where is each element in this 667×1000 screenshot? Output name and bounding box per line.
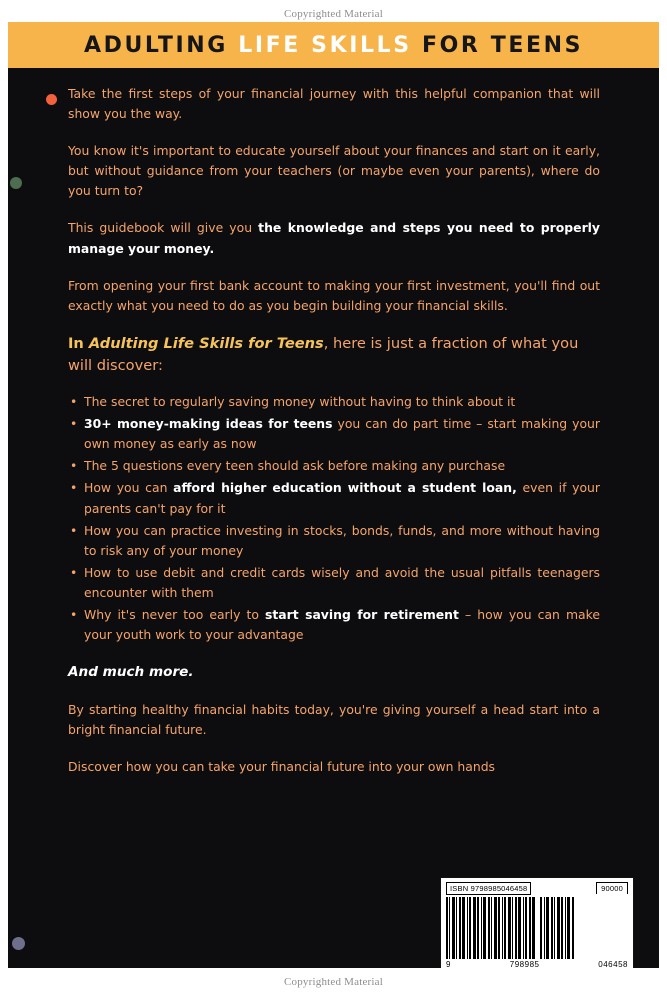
bullet-text-pre: The 5 questions every teen should ask before making any purchase [84,458,506,474]
banner-title-part1: ADULTING [83,32,239,58]
list-item [68,605,600,645]
decor-dot-orange-top [46,94,57,105]
bullet-text-pre: How to use debit and credit cards wisely and avoid the usual pitfalls teenagers encounter with them [84,564,600,600]
barcode-block [440,877,634,968]
list-item [68,521,600,561]
bullet-text-post: even if your parents can't pay for it [84,480,600,516]
discover-heading-pre: In [68,334,89,352]
paragraph-promise-bold: the knowledge and steps you need to properly manage your money. [68,220,601,256]
barcode-bars [446,897,628,959]
bullet-text-emphasis: start saving for retirement [264,607,459,622]
discover-heading-title: Adulting Life Skills for Teens [88,334,324,352]
paragraph-promise [68,218,600,258]
list-item [68,392,600,412]
and-much-more: And much more. [68,664,194,681]
paragraph-problem: You know it's important to educate yourself about your finances and start on it early, but without guidance from your teachers (or maybe even your parents), where do you turn to? [68,143,600,199]
paragraph-call-to-action: Discover how you can take your financial future into your own hands [68,759,496,775]
discover-heading-post: , here is just a fraction of what you will discover: [68,334,579,375]
decor-dot-green-left [10,177,22,189]
barcode-group-main [446,897,535,959]
price-code-text: 90000 [596,882,628,894]
bullet-text-pre: How you can practice investing in stocks, bonds, funds, and more without having to risk any of your money [84,522,600,558]
barcode-group-addon [540,897,574,959]
banner-title-part2: LIFE SKILLS [238,32,412,58]
barcode-digits-right: 046458 [598,960,628,968]
bullet-text-pre: How you can [84,480,174,496]
discover-heading [68,333,600,378]
barcode-digit-left: 9 [446,960,451,968]
paragraph-promise-plain: This guidebook will give you [68,220,259,236]
title-banner [8,22,659,68]
bullet-text-emphasis: 30+ money-making ideas for teens [84,416,333,432]
discover-bullet-list [68,392,600,645]
barcode-digits-mid: 798985 [509,960,540,968]
bullet-text-pre: Why it's never too early to [84,607,265,622]
back-cover-copy [68,84,600,794]
cover-artwork [8,22,659,968]
barcode-header [446,882,628,895]
decor-dot-purple-bottom [12,937,25,950]
bullet-text-emphasis: afford higher education without a student loan, [173,480,517,496]
watermark-top: Copyrighted Material [283,8,383,20]
paragraph-intro: Take the first steps of your financial journey with this helpful companion that will show you the way. [68,86,600,122]
bullet-text-post: – how you can make your youth work to your advantage [84,607,600,643]
paragraph-closing: By starting healthy financial habits today, you're giving yourself a head start into a bright financial future. [68,702,600,738]
banner-title-part3: FOR TEENS [411,32,584,58]
bullet-text-post: you can do part time – start making your own money as early as now [84,416,600,452]
list-item [68,456,600,476]
list-item [68,414,600,454]
list-item [68,563,600,603]
watermark-bottom: Copyrighted Material [283,976,383,988]
bullet-text-pre: The secret to regularly saving money without having to think about it [84,394,516,410]
barcode-digits [446,960,628,968]
banner-title [84,33,583,58]
paragraph-scope: From opening your first bank account to making your first investment, you'll find out exactly what you need to do as you begin building your financial skills. [68,277,600,313]
list-item [68,478,600,518]
isbn-text: ISBN 9798985046458 [446,882,531,895]
